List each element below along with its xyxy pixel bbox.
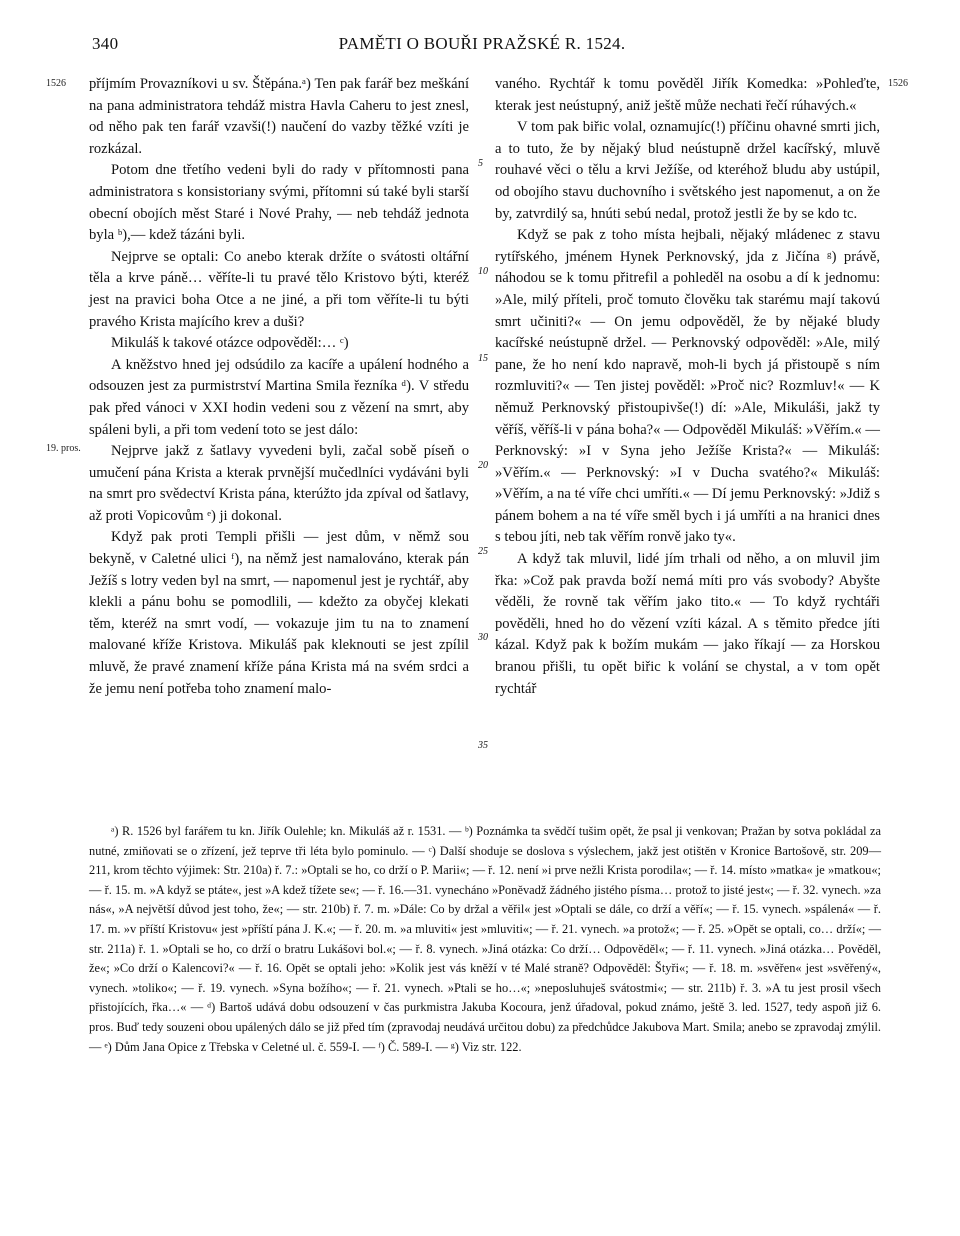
line-number: 15 <box>478 353 488 364</box>
line-number: 5 <box>478 158 483 169</box>
paragraph: příjmím Provazníkovi u sv. Štěpána.ᵃ) Ten pak farář bez meškání na pana administratora tehdáž mistra Havla Caheru to jest znesl, od něho pak ten farář vzavši(!) naučení do vazby těžké vzíti je rozkázal. <box>89 76 469 157</box>
paragraph: Mikuláš k takové otázce odpověděl:… ᶜ) <box>111 335 349 352</box>
paragraph: Když pak proti Templi přišli — jest dům, v němž sou bekyně, v Caletné ulici ᶠ), na němž jest namalováno, kterak pán Ježíš s lotry veden byl na smrt, — napomenul jest je rychtář, aby klekli a pánu bohu se pomodlili, — kdežto za obyčej klekati těm, kteréž na smrt vodí, — vokazuje jim tu na to znamení malované kříže Kristova. Mikuláš pak kleknouti se jest zpílil mluvě, že pravé znamení kříže pána Krista má na svém srdci a že jemu není potřeba toho znamení malo- <box>89 529 469 697</box>
margin-year-left: 1526 <box>46 78 66 89</box>
line-number: 30 <box>478 632 488 643</box>
line-number: 35 <box>478 740 488 751</box>
margin-date: 19. pros. <box>46 443 81 454</box>
line-number: 10 <box>478 266 488 277</box>
footnotes <box>89 822 881 1057</box>
paragraph: Nejprve jakž z šatlavy vyvedeni byli, začal sobě píseň o umučení pána Krista a kterak prvnější mučedlníci vydáváni byli na smrt pro svědectví Krista pána, kterúžto jda zpíval od šatlavy, až proti Vopicovům ᵉ) ji dokonal. <box>89 443 469 524</box>
paragraph: Potom dne třetího vedeni byli do rady v přítomnosti pana administratora s konsistoriany svými, přítomni sú také byli starší obecní obojích měst Staré i Nové Prahy, — neb tehdáž jednota byla ᵇ),— kdež tázáni byli. <box>89 162 469 244</box>
line-number: 20 <box>478 460 488 471</box>
footnote-text: ᵃ) R. 1526 byl farářem tu kn. Jiřík Oulehle; kn. Mikuláš až r. 1531. — ᵇ) Poznámka ta svědčí tušim opět, že psal ji venkovan; Pražan by sotva pokládal za nutné, zmiňovati se o zřízení, jež teprve tři léta bylo pominulo. — ᶜ) Další shoduje se doslova s výslechem, jakž jest otištěn v Kronice Bartošově, str. 209—211, krom těchto výjimek: Str. 210a) ř. 7.: »Optali se ho, co drží o P. Marii«; — ř. 12. není »i prve nežli Krista porodila«; — ř. 14. místo »matka« je »matkou«; — ř. 15. m. »A když se ptáte«, jest »A kdež tížete se«; — ř. 16.—31. vynecháno »Poněvadž žádného jistého písma… protož to jisté jest«; — ř. 32. vynech. »za nás«, »A největší důvod jest toho, že«; — str. 210b) ř. 7. m. »Dále: Co by držal a věřil« jest »Optali se dále, co drží a věří«; — ř. 15. vynech. »spálená« — ř. 17. m. »v příští Kristovu« jest »příští pána J. K.«; — ř. 20. m. »a mluviti« jest »mluviti«; — ř. 21. vynech. »a protož«; — ř. 25. »Opět se optali, co… drží«; — str. 211a) ř. 1. »Optali se ho, co drží o bratru Lukášovi bol.«; — ř. 8. vynech. »Jiná otázka: Co drží… Odpověděl«; — ř. 11. vynech. »Jiná otázka… Pověděl, že«; »Co drží o Kalencovi?« — ř. 16. Opět se optali jeho: »Kolik jest vás kněží v té Malé straně? Odpověděl: Štyři«; — ř. 18. m. »svěřen« jest »svěřený«, vynech. »toliko«; — ř. 19. vynech. »Syna božího«; — ř. 21. vynech. »Ptali se ho…«; »neposluhuješ svátostmi«; — str. 211b) ř. 3. »A tu jest prosil všech přistojících, řka…« — ᵈ) Bartoš udává dobu odsouzení v čas purkmistra Jakuba Kocoura, jenž úřadoval, pokud známo, ještě 3. led. 1527, tedy aspoň již 6. pros. Buď tedy souzeni obou upálených dálo se již před tím (zpravodaj neudává určitou dobu) za předchůdce Jakubova Mart. Smila; anebo se zpravodaj zmýlil. — ᵉ) Dům Jana Opice z Třebska v Celetné ul. č. 559-I. — ᶠ) Č. 589-I. — ᵍ) Viz str. 122. <box>89 824 881 1054</box>
right-column <box>495 74 880 700</box>
running-title: PAMĚTI O BOUŘI PRAŽSKÉ R. 1524. <box>338 34 626 53</box>
margin-year-right: 1526 <box>888 78 908 89</box>
paragraph: Když se pak z toho místa hejbali, nějaký mládenec z stavu rytířského, jménem Hynek Perknovský, jda z Jičína ᵍ) právě, náhodou se k tomu přitrefil a pohleděl na osobu a dí k jednomu: »Ale, milý příteli, proč tomuto člověku tak starému mají takovú smrt učiniti?« — On jemu odpověděl, že by nějaké bludy kacířské neústupně držel. — Perknovský odpověděl: »Ale, milý pane, že ho není kdo napravě, moh-li bych já přistoupě s ním rozmluviti?« — Ten jistej pověděl: »Proč nic? Rozmluv!« — K němuž Perknovský přistoupivše(!) dí: »Ale, Mikuláši, jakž ty věříš, věříš-li v pána boha?« — Odpověděl Mikuláš: »Věřím.« — Perknovský: »I v Syna jeho Ježíše Krista?« — Mikuláš: »Věřím.« — Perknovský: »I v Ducha svatého?« Mikuláš: »Věřím, a na té víře chci umříti.« — Dí jemu Perknovský: »Jdiž s pánem bohem a na té víře směl bych i já umříti a na hranici dnes s tebou jíti, neb tak věřím ronvě jako ty«. <box>495 227 880 546</box>
page-header <box>92 34 872 58</box>
left-column <box>89 74 469 700</box>
line-number: 25 <box>478 546 488 557</box>
paragraph: A když tak mluvil, lidé jím trhali od něho, a on mluvil jim řka: »Což pak pravda boží nemá míti pro vás svobody? Abyšte věděli, že rovně tak věřím jako tito.« — To když rychtáři pověděli, hned ho do vězení vzíti kázal. A s těmito předce jíti kázal. Když pak k božím mukám — jako říkají — za Horskou branou přišli, tu opět biřic k volání se chystal, a v tom opět rychtář <box>495 551 880 697</box>
paragraph: Nejprve se optali: Co anebo kterak držíte o svátosti oltářní těla a krve páně… věříte-li tu pravé tělo Kristovo býti, kteréž jest na pravici boha Otce a ne jiné, a při tom věříte-li tu býti pravého Krista majícího krev a duši? <box>89 248 469 330</box>
paragraph: vaného. Rychtář k tomu pověděl Jiřík Komedka: »Pohleďte, kterak jest neústupný, aniž ještě může nechati řečí rúhavých.« <box>495 76 880 114</box>
paragraph: A kněžstvo hned jej odsúdilo za kacíře a upálení hodného a odsouzen jest za purmistrství Martina Smila řezníka ᵈ). V středu pak před vánoci v XXI hodin vedeni sou z vězení na smrt, aby spáleni byli, a při tom vedení toto se jest dálo: <box>89 356 469 438</box>
paragraph: V tom pak biřic volal, oznamujíc(!) příčinu ohavné smrti jich, a to tuto, že by nějaký blud neústupně držel kacířský, mluvě rouhavé věci o tělu a krvi Ježíše, od kteréhož bludu aby ustúpil, od obojího stavu duchovního i světského jest napomenut, a on že by, zatvrdilý sa, hnúti sebú nedal, protož jestli že by se kdo tc. <box>495 119 880 222</box>
page-number: 340 <box>92 34 119 53</box>
